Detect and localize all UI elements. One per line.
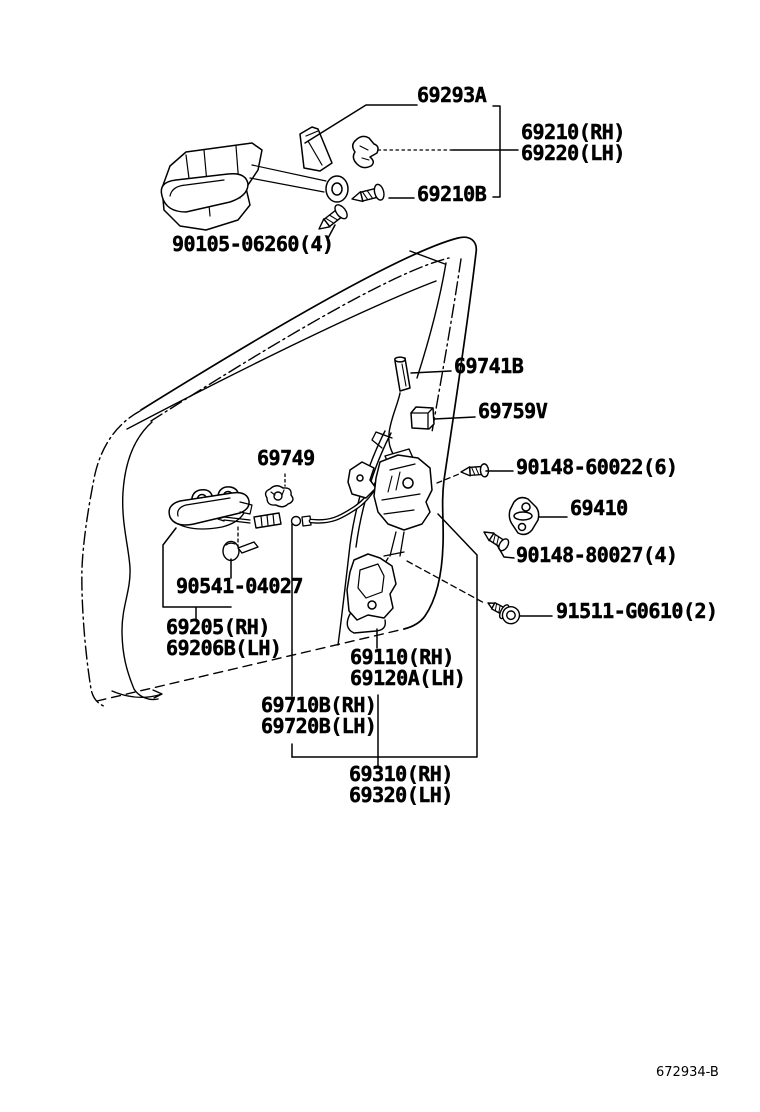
part-label-90105-06260: 90105-06260(4) bbox=[172, 232, 334, 256]
part-label-69210B: 69210B bbox=[417, 182, 487, 206]
part-label-69720B-lh: 69720B(LH) bbox=[261, 714, 377, 738]
bolt-91511-drawing bbox=[484, 595, 522, 626]
screw-90148-80027-drawing bbox=[480, 527, 510, 553]
screw-90148-60022-drawing bbox=[461, 464, 489, 479]
part-label-91511-G0610: 91511-G0610(2) bbox=[556, 599, 718, 623]
inside-handle-drawing bbox=[169, 487, 252, 529]
part-label-69120A-lh: 69120A(LH) bbox=[350, 666, 466, 690]
part-label-90541-04027: 90541-04027 bbox=[176, 574, 303, 598]
figure-code: 672934-B bbox=[656, 1065, 719, 1080]
part-label-69710B-rh: 69710B(RH) bbox=[261, 693, 377, 717]
part-label-69110-rh: 69110(RH) bbox=[350, 645, 454, 669]
screw-69210b-drawing bbox=[350, 183, 385, 206]
part-label-69741B: 69741B bbox=[454, 354, 524, 378]
part-label-69749: 69749 bbox=[257, 446, 315, 470]
part-label-69220-lh: 69220(LH) bbox=[521, 141, 625, 165]
clip-90541-drawing bbox=[223, 542, 258, 561]
box-69759v-drawing bbox=[411, 407, 434, 429]
part-label-69320-lh: 69320(LH) bbox=[349, 783, 453, 807]
lock-assembly-drawing bbox=[347, 432, 432, 633]
part-label-69210-rh: 69210(RH) bbox=[521, 120, 625, 144]
striker-69410-drawing bbox=[509, 498, 538, 535]
part-label-90148-80027: 90148-80027(4) bbox=[516, 543, 678, 567]
rod-69741b-drawing bbox=[395, 357, 410, 391]
part-label-90148-60022: 90148-60022(6) bbox=[516, 455, 678, 479]
part-label-69293A: 69293A bbox=[417, 83, 487, 107]
part-label-69410: 69410 bbox=[570, 496, 628, 520]
part-label-69206B-lh: 69206B(LH) bbox=[166, 636, 282, 660]
part-label-69310-rh: 69310(RH) bbox=[349, 762, 453, 786]
grommet-69749-drawing bbox=[266, 486, 293, 507]
part-label-69759V: 69759V bbox=[478, 399, 548, 423]
part-label-69205-rh: 69205(RH) bbox=[166, 615, 270, 639]
